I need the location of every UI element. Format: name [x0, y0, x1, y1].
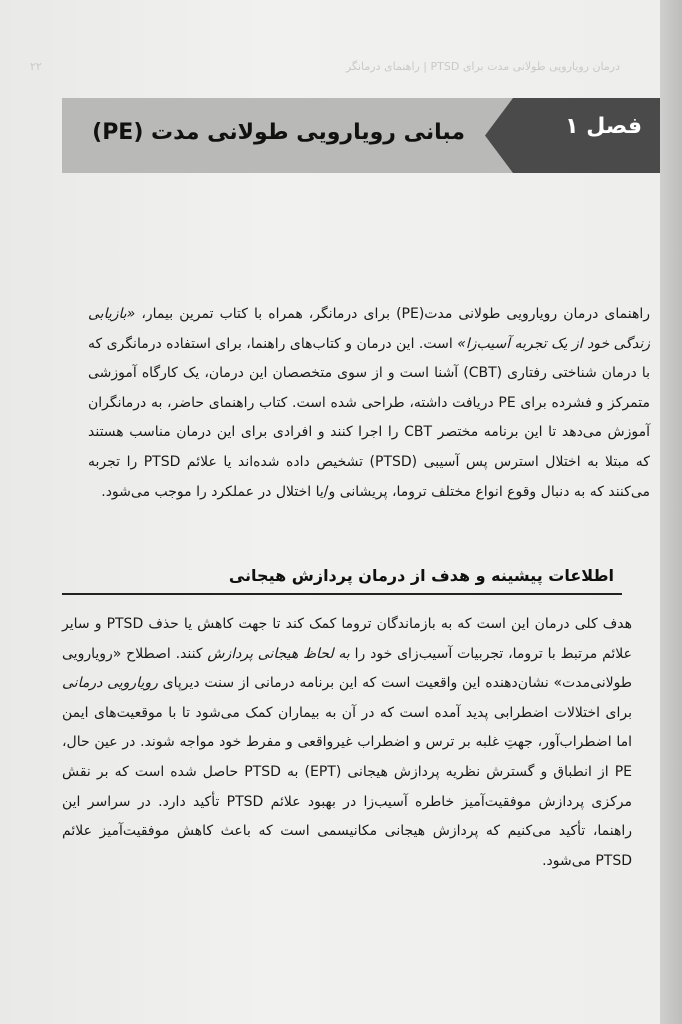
chapter-label: فصل ۱ [565, 114, 642, 139]
body-emphasis-2: رویارویی درمانی [62, 675, 158, 692]
body-emphasis-1: به لحاظ هیجانی پردازش [207, 645, 350, 662]
body-text-1: هدف کلی درمان این است که به بازماندگان تروما کمک کند تا جهت کاهش یا حذف PTSD و سایر علائم مرتبط با تروما، تجربیات آسیب‌زای خود را [62, 616, 632, 662]
intro-text-1: راهنمای درمان رویارویی طولانی مدت(PE) برای درمانگر، همراه با کتاب تمرین بیمار، [135, 306, 650, 322]
body-text-3: برای اختلالات اضطرابی پدید آمده است که در آن به بیماران کمک می‌شود تا با موقعیت‌های ایمن اما اضطراب‌آور، جهتِ غلبه بر ترس و اضطراب غیرواقعی و مفرط خود مواجه شوند. در عین حال، PE از انطباق و گسترش نظریه پردازش هیجانی (EPT) به PTSD حاصل شده است که بر نقش مرکزی پردازش موفقیت‌آمیز خاطره آسیب‌زا در بهبود علائم PTSD تأکید دارد. در سراسر این راهنما، تأکید می‌کنیم که پردازش هیجانی مکانیسمی است که باعث کاهش موفقیت‌آمیز علائم PTSD می‌شود. [62, 704, 633, 869]
page-number: ۲۲ [30, 60, 42, 73]
intro-text-2: است. این درمان و کتاب‌های راهنما، برای استفاده درمانگری که با درمان شناختی رفتاری (CBT) آشنا است و از سوی متخصصان این درمان، یک کارگاه آموزشی متمرکز و فشرده برای PE دریافت داشته، طراحی شده است. کتاب راهنمای حاضر، به درمانگران آموزش می‌دهد تا این برنامه مختصر CBT را اجرا کنند و افرادی برای این درمان مناسب هستند که مبتلا به اختلال استرس پس آسیبی (PTSD) تشخیص داده شده‌اند یا علائم PTSD را تجربه می‌کنند که به دنبال وقوع انواع مختلف تروما، پریشانی و/یا اختلال در عملکرد را موجب می‌شود. [88, 335, 651, 500]
body-text-2: کنند. اصطلاح «رویارویی طولانی‌مدت» نشان‌دهنده این واقعیت است که این برنامه درمانی از سنت دیرپای [62, 645, 633, 692]
intro-paragraph [88, 300, 650, 507]
section-body [62, 610, 632, 876]
section-title: اطلاعات پیشینه و هدف از درمان پردازش هیجانی [228, 566, 614, 585]
chapter-title: مبانی رویارویی طولانی مدت (PE) [92, 120, 465, 145]
book-title: «بازیابی زندگی خود از یک تجربه آسیب‌زا» [88, 306, 650, 352]
running-title: درمان رویارویی طولانی مدت برای PTSD | راهنمای درمانگر [345, 60, 620, 73]
chapter-banner [62, 98, 660, 173]
running-header [30, 60, 620, 80]
page-edge [660, 0, 682, 1024]
section-heading [62, 563, 622, 595]
